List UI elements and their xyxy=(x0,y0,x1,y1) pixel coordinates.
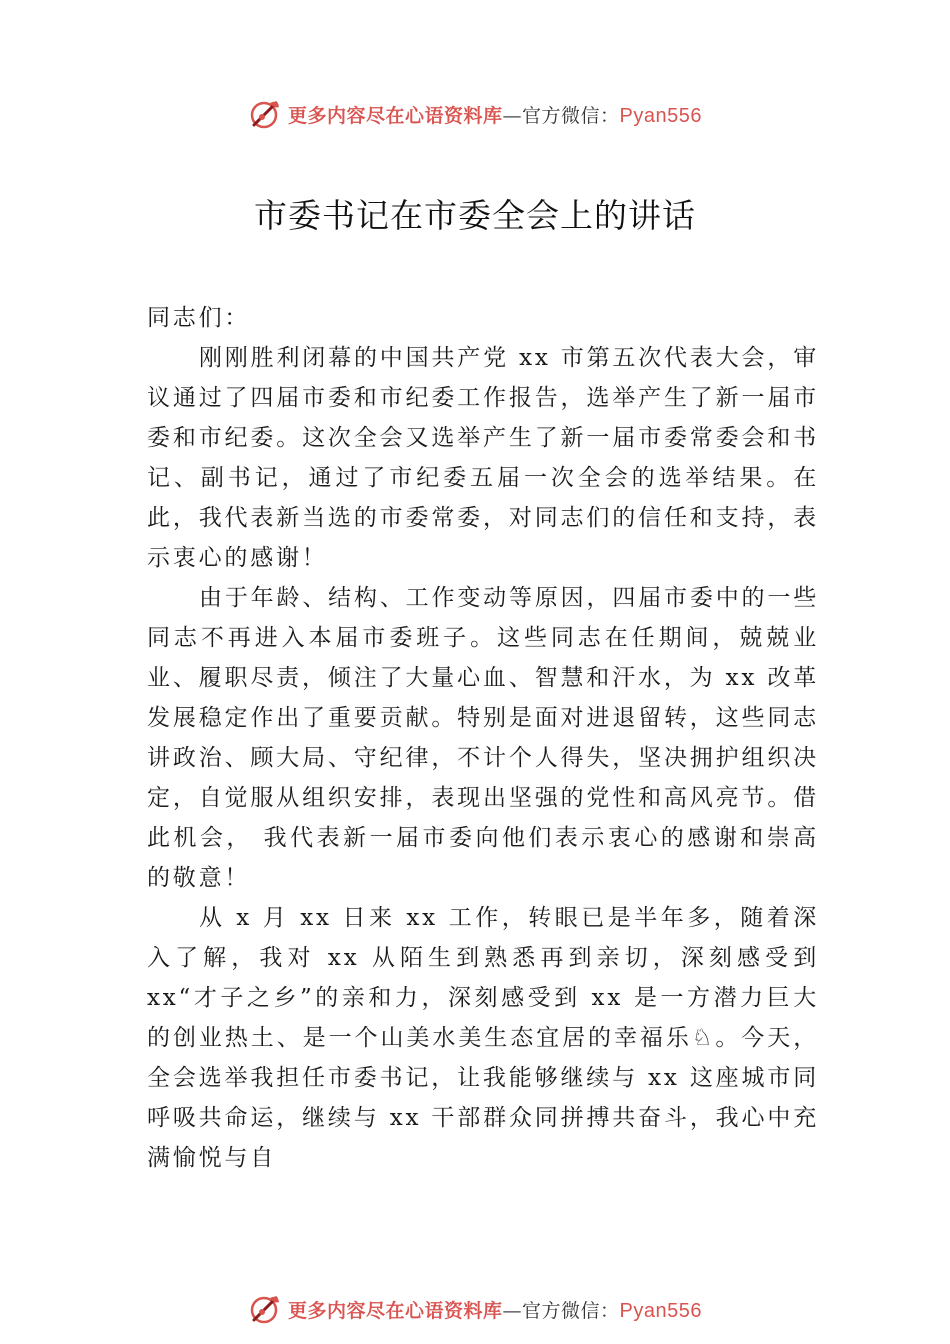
watermark-wechat-id: Pyan556 xyxy=(619,104,702,127)
paragraph-1: 刚刚胜利闭幕的中国共产党 xx 市第五次代表大会，审议通过了四届市委和市纪委工作报告，选举产生了新一届市委和市纪委。这次全会又选举产生了新一届市委常委会和书记、副书记，通过了市纪委五届一次全会的选举结果。在此，我代表新当选的市委常委，对同志们的信任和支持，表示衷心的感谢！ xyxy=(147,345,819,571)
quill-logo-icon xyxy=(248,97,282,131)
watermark-text xyxy=(288,1296,702,1323)
document-title: 市委书记在市委全会上的讲话 xyxy=(254,196,696,235)
watermark-text xyxy=(288,101,702,128)
quill-logo-icon xyxy=(248,1292,282,1326)
watermark-wechat-label: 官方微信： xyxy=(522,104,620,127)
watermark-brand: 更多内容尽在心语资料库 xyxy=(288,104,503,127)
paragraph-2: 由于年龄、结构、工作变动等原因，四届市委中的一些同志不再进入本届市委班子。这些同志在任期间，兢兢业业、履职尽责，倾注了大量心血、智慧和汗水，为 xx 改革发展稳定作出了重要贡献。特别是面对进退留转，这些同志讲政治、顾大局、守纪律，不计个人得失，坚决拥护组织决定，自觉服从组织安排，表现出坚强的党性和高风亮节。借此机会， 我代表新一届市委向他们表示衷心的感谢和崇高的敬意！ xyxy=(147,585,819,891)
watermark-wechat-label: 官方微信： xyxy=(522,1299,620,1322)
document-body xyxy=(147,298,819,1178)
watermark-separator: — xyxy=(502,104,523,127)
watermark-wechat-id: Pyan556 xyxy=(619,1299,702,1322)
footer-watermark xyxy=(0,1289,950,1329)
paragraph-3: 从 x 月 xx 日来 xx 工作，转眼已是半年多，随着深入了解，我对 xx 从陌生到熟悉再到亲切，深刻感受到 xx“才子之乡”的亲和力，深刻感受到 xx 是一方潜力巨大的创业热土、是一个山美水美生态宜居的幸福乐♘。今天，全会选举我担任市委书记，让我能够继续与 xx 这座城市同呼吸共命运，继续与 xx 干部群众同拼搏共奋斗，我心中充满愉悦与自 xyxy=(147,905,819,1171)
watermark-brand: 更多内容尽在心语资料库 xyxy=(288,1299,503,1322)
watermark-separator: — xyxy=(502,1299,523,1322)
salutation: 同志们： xyxy=(147,305,251,331)
header-watermark xyxy=(0,94,950,134)
